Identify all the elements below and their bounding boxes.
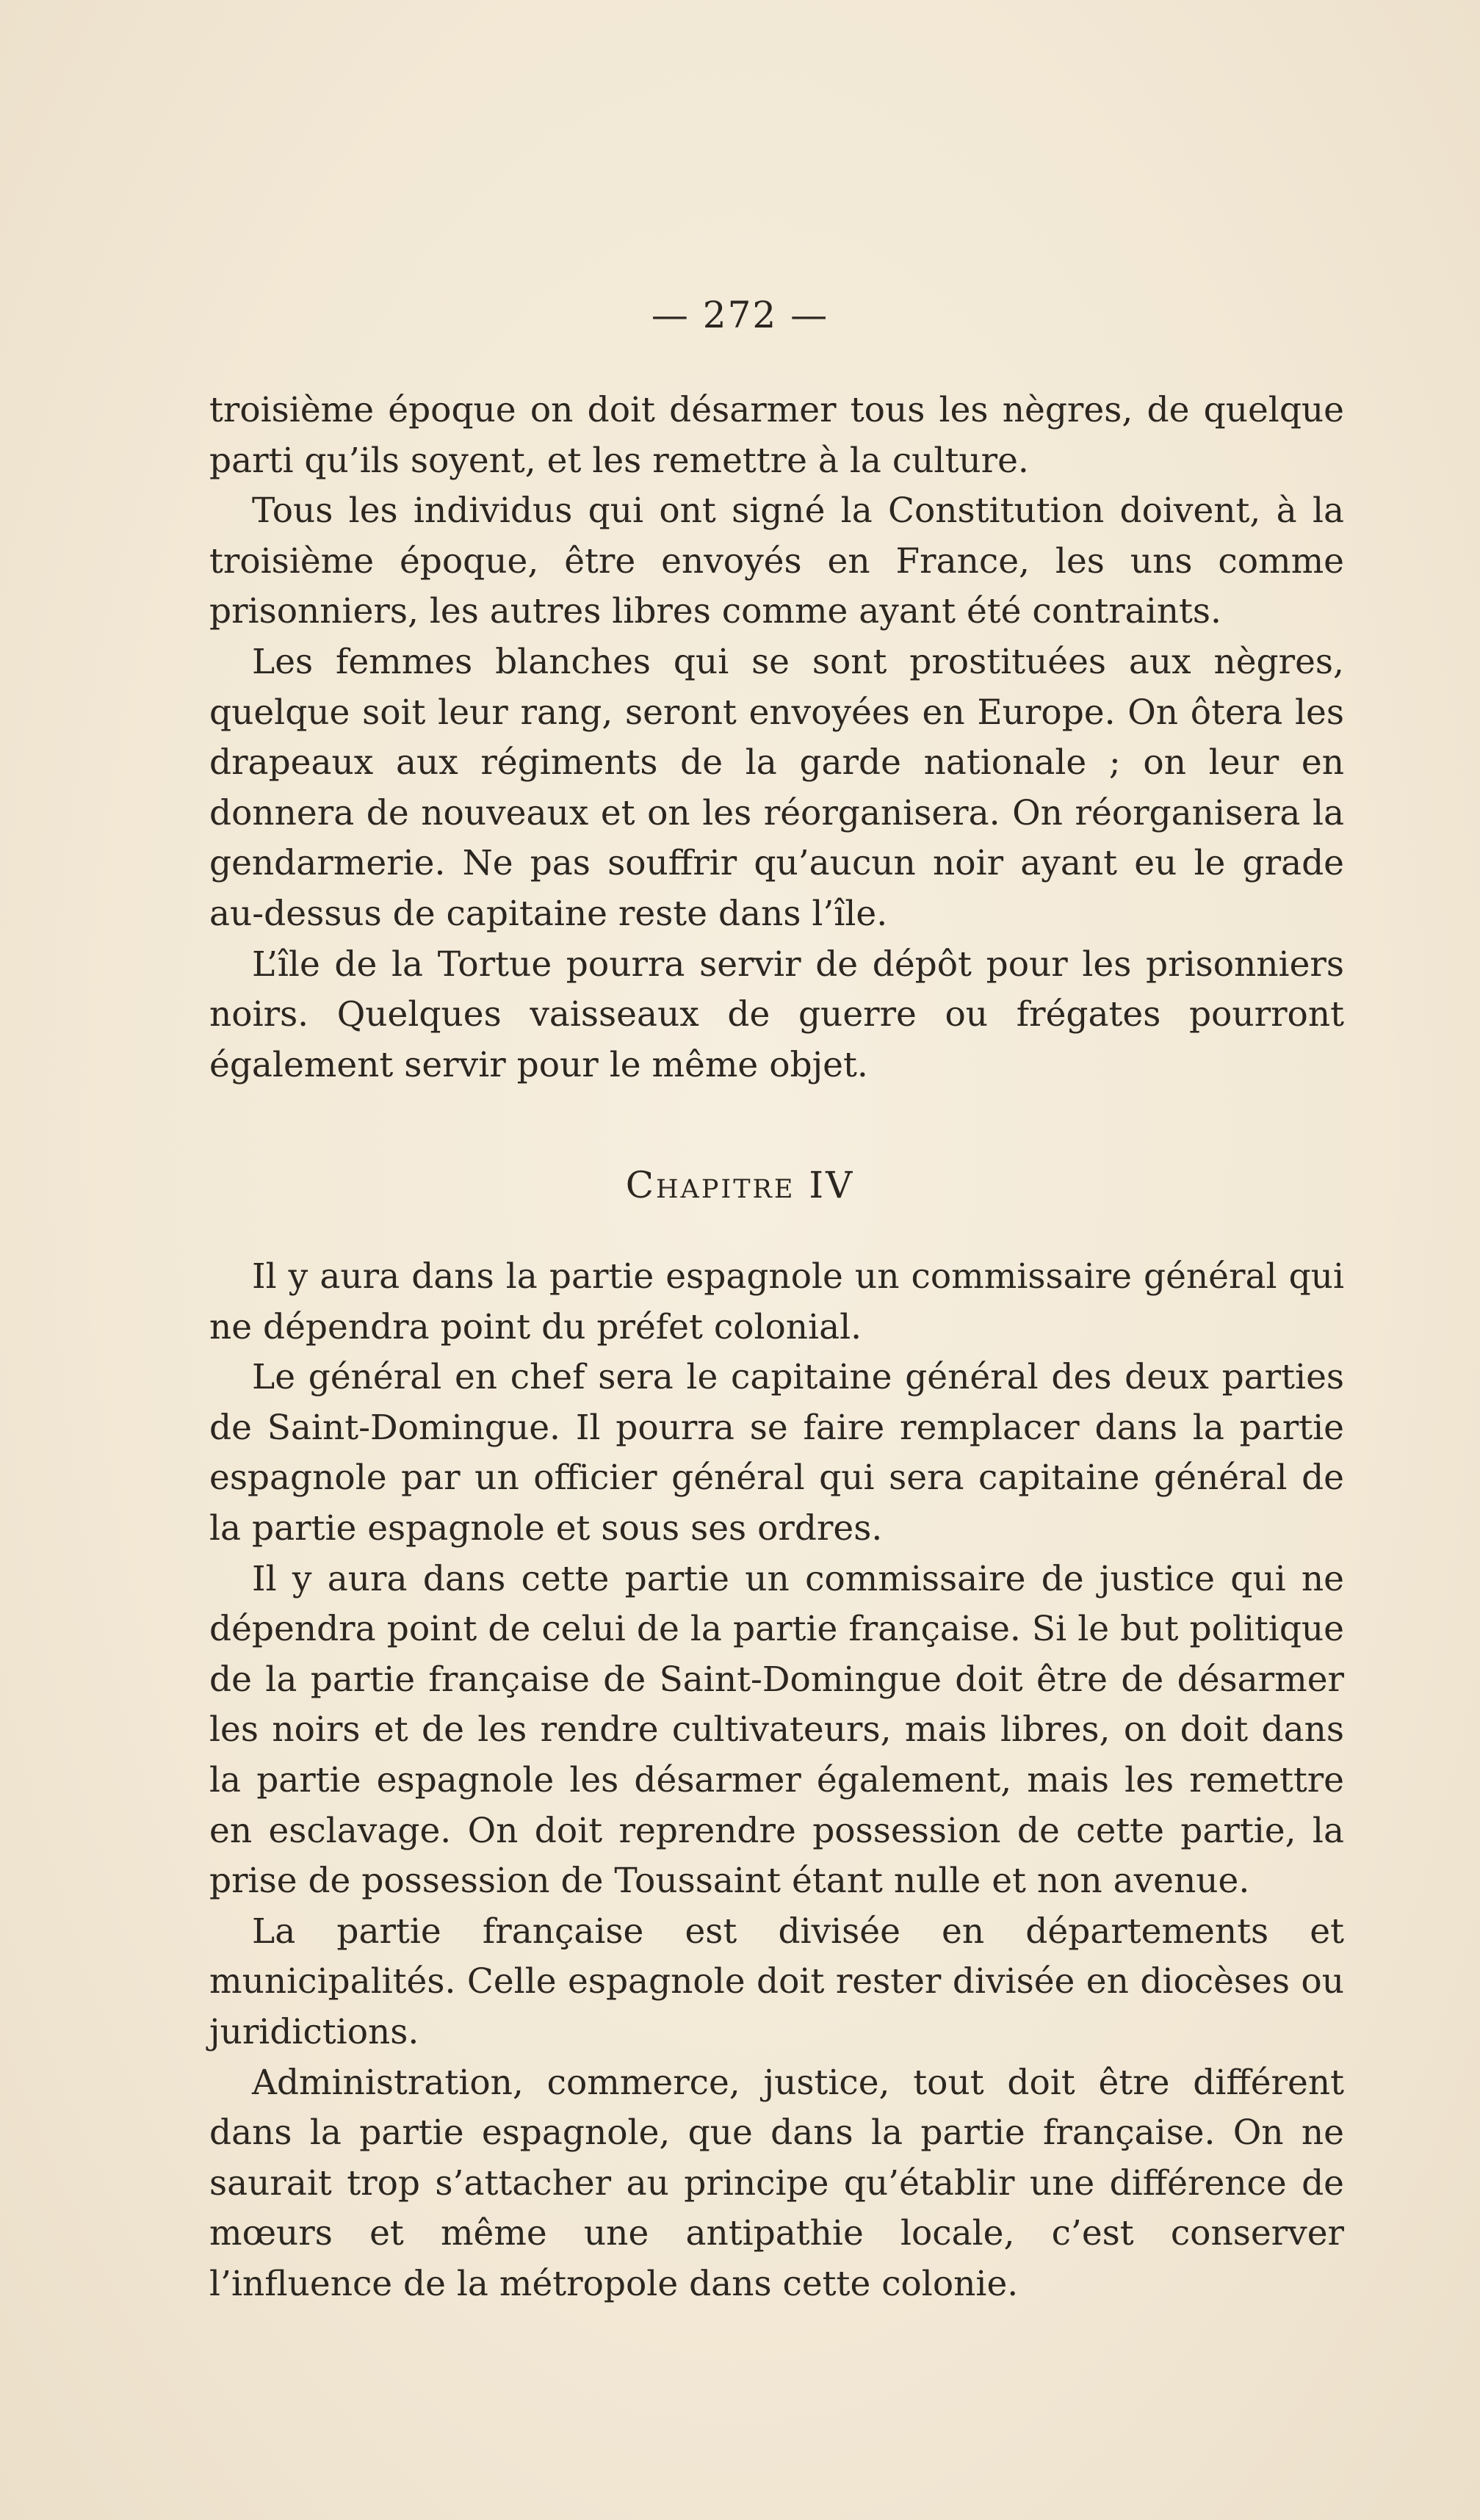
paragraph: troisième époque on doit désarmer tous les nègres, de quelque parti qu’ils soyent, et les remettre à la culture. <box>209 390 1344 481</box>
paragraph: Il y aura dans cette partie un commissaire de justice qui ne dépendra point de celui de la partie française. Si le but politique de la partie française de Saint-Domingue doit être de désarmer les noirs et de les rendre cultivateurs, mais libres, on doit dans la partie espagnole les désarmer également, mais les remettre en esclavage. On doit reprendre possession de cette partie, la prise de possession de Toussaint étant nulle et non avenue. <box>209 1558 1344 1902</box>
paragraph: Tous les individus qui ont signé la Constitution doivent, à la troisième époque, être envoyés en France, les uns comme prisonniers, les autres libres comme ayant été contraints. <box>209 490 1344 632</box>
paragraph: Administration, commerce, justice, tout doit être différent dans la partie espagnole, que dans la partie française. On ne saurait trop s’attacher au principe qu’établir une différence de mœurs et même une antipathie locale, c’est conserver l’influence de la métropole dans cette colonie. <box>209 2062 1344 2304</box>
paragraph: Les femmes blanches qui se sont prostituées aux nègres, quelque soit leur rang, seront envoyées en Europe. On ôtera les drapeaux aux régiments de la garde nationale ; on leur en donnera de nouveaux et on les réorganisera. On réorganisera la gendarmerie. Ne pas souffrir qu’aucun noir ayant eu le grade au-dessus de capitaine reste dans l’île. <box>209 641 1344 934</box>
paragraph: Il y aura dans la partie espagnole un commissaire général qui ne dépendra point du préfet colonial. <box>209 1256 1344 1347</box>
chapter-heading: Chapitre IV <box>625 1164 855 1206</box>
paragraph: La partie française est divisée en départements et municipalités. Celle espagnole doit rester divisée en diocèses ou juridictions. <box>209 1911 1344 2052</box>
text-section-1 <box>209 385 1344 1090</box>
paragraph: Le général en chef sera le capitaine général des deux parties de Saint-Domingue. Il pourra se faire remplacer dans la partie espagnole par un officier général qui sera capitaine général de la partie espagnole et sous ses ordres. <box>209 1357 1344 1549</box>
page-number: — 272 — <box>651 294 829 336</box>
paragraph: L’île de la Tortue pourra servir de dépôt pour les prisonniers noirs. Quelques vaisseaux de guerre ou frégates pourront également servir pour le même objet. <box>209 944 1344 1085</box>
text-section-2 <box>209 1252 1344 2309</box>
